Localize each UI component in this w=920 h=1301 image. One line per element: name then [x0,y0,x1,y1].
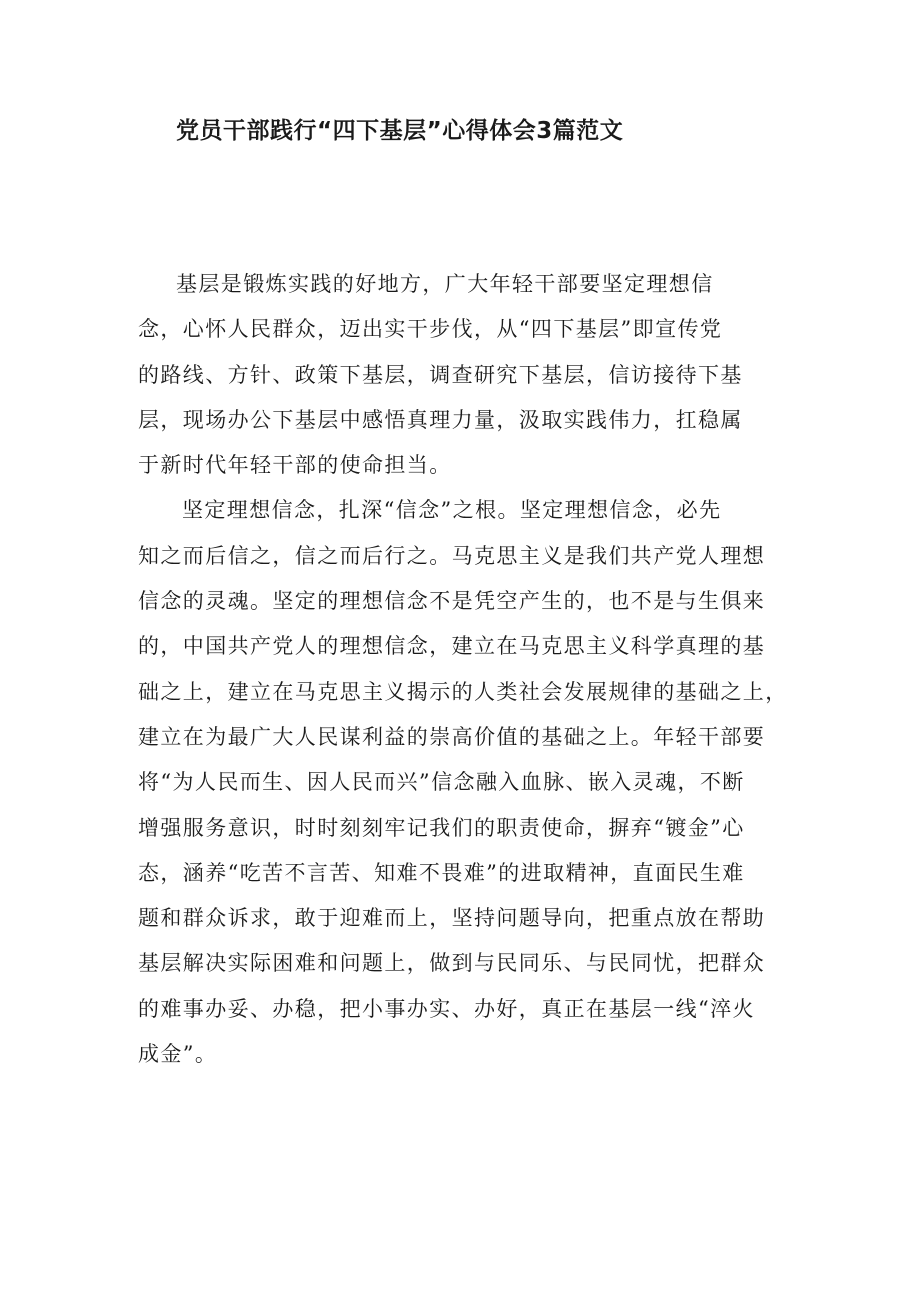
paragraph-line: 的路线、方针、政策下基层，调查研究下基层，信访接待下基 [138,362,743,387]
paragraph-line: 建立在为最广大人民谋利益的崇高价值的基础之上。年轻干部要 [138,724,766,749]
document-body [138,262,788,1077]
paragraph-line: 信念的灵魂。坚定的理想信念不是凭空产生的，也不是与生俱来 [138,589,766,614]
paragraph-line: 知之而后信之，信之而后行之。马克思主义是我们共产党人理想 [138,543,766,568]
paragraph-line: 的难事办妥、办稳，把小事办实、办好，真正在基层一线“淬火 [138,996,755,1021]
paragraph-line: 础之上，建立在马克思主义揭示的人类社会发展规律的基础之上， [138,679,788,704]
paragraph-line: 基层解决实际困难和问题上，做到与民同乐、与民同忧，把群众 [138,951,766,976]
paragraph-line: 的，中国共产党人的理想信念，建立在马克思主义科学真理的基 [138,634,766,659]
paragraph-line: 成金”。 [138,1042,218,1067]
paragraph-line: 基层是锻炼实践的好地方，广大年轻干部要坚定理想信 [176,272,714,296]
paragraph-line: 念，心怀人民群众，迈出实干步伐，从“四下基层”即宣传党 [138,317,723,342]
paragraph-2 [138,488,788,1077]
paragraph-line: 于新时代年轻干部的使命担当。 [138,453,452,478]
paragraph-line: 题和群众诉求，敢于迎难而上，坚持问题导向，把重点放在帮助 [138,906,766,931]
paragraph-line: 层，现场办公下基层中感悟真理力量，汲取实践伟力，扛稳属 [138,407,743,432]
paragraph-1 [138,262,778,488]
paragraph-line: 将“为人民而生、因人民而兴”信念融入血脉、嵌入灵魂，不断 [138,770,745,795]
paragraph-line: 态，涵养“吃苦不言苦、知难不畏难”的进取精神，直面民生难 [138,860,745,885]
paragraph-line: 坚定理想信念，扎深“信念”之根。坚定理想信念，必先 [182,498,722,523]
paragraph-line: 增强服务意识，时时刻刻牢记我们的职责使命，摒弃“镀金”心 [138,815,745,840]
document-title: 党员干部践行“四下基层”心得体会3篇范文 [176,118,624,144]
